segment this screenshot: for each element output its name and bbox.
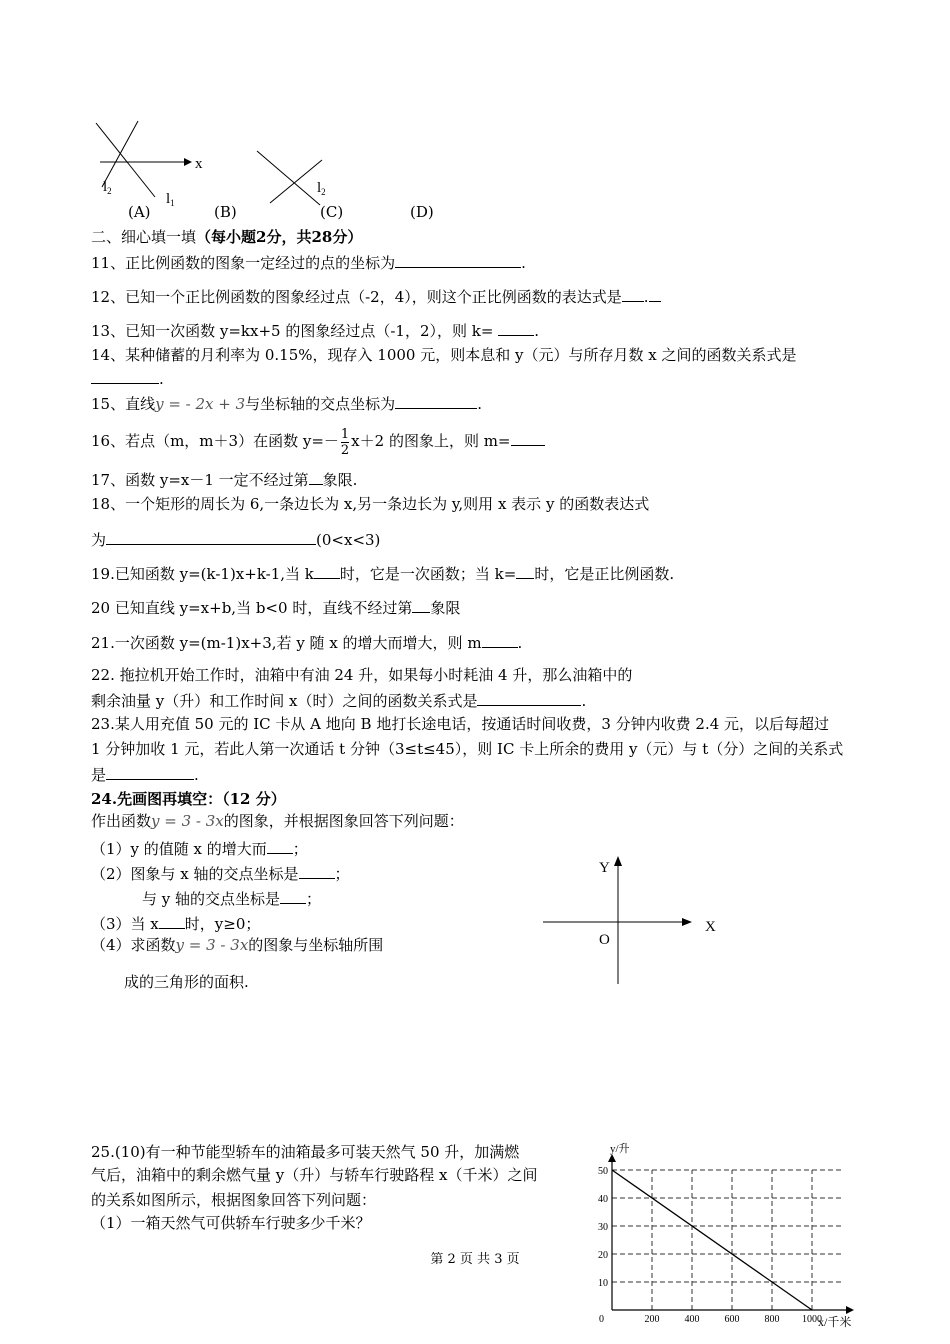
x-tick-label: 800	[764, 1314, 780, 1325]
y-tick-label: 50	[598, 1166, 608, 1177]
answer-blank[interactable]	[280, 889, 306, 904]
question-14: 14、某种储蓄的月利率为 0.15%，现存入 1000 元，则本息和 y（元）与所存月数 x 之间的函数关系式是	[91, 346, 797, 364]
answer-blank[interactable]	[106, 530, 316, 545]
question-22-line2: 剩余油量 y（升）和工作时间 x（时）之间的函数关系式是 .	[91, 692, 587, 710]
origin-label: O	[599, 932, 610, 948]
option-c-line-2	[270, 160, 322, 203]
answer-blank[interactable]	[395, 253, 521, 268]
question-21: 21.一次函数 y=(m-1)x+3,若 y 随 x 的增大而增大，则 m .	[91, 634, 523, 652]
y-tick-label: 10	[598, 1278, 608, 1289]
option-a-x-label: x	[195, 156, 203, 172]
section2-heading: 二、细心填一填（每小题2分，共28分）	[91, 228, 363, 246]
x-tick-label: 200	[644, 1314, 660, 1325]
answer-blank[interactable]	[511, 431, 545, 446]
option-c-line-1	[257, 151, 320, 205]
question-25: 25.(10)有一种节能型轿车的油箱最多可装天然气 50 升，加满燃	[91, 1143, 520, 1161]
answer-blank[interactable]	[91, 369, 159, 384]
question-23-line3: 是 .	[91, 766, 199, 784]
question-13: 13、已知一次函数 y=kx+5 的图象经过点（-1，2），则 k= .	[91, 322, 539, 340]
x-tick-label: 600	[724, 1314, 740, 1325]
x-tick-label: 0	[599, 1314, 604, 1325]
question-14-answer: .	[91, 369, 164, 388]
question-20: 20 已知直线 y=x+b,当 b<0 时，直线不经过第 象限	[91, 599, 461, 617]
answer-blank[interactable]	[516, 564, 534, 579]
y-tick-label: 40	[598, 1194, 608, 1205]
question-24-part3: （3）当 x 时，y≥0；	[91, 915, 261, 933]
question-24-intro: 作出函数y = 3 - 3x的图象，并根据图象回答下列问题：	[91, 812, 464, 830]
question-11: 11、正比例函数的图象一定经过的点的坐标为 .	[91, 254, 526, 272]
fuel-chart	[580, 1078, 890, 1344]
question-12: 12、已知一个正比例函数的图象经过点（-2，4），则这个正比例函数的表达式是 .	[91, 287, 661, 306]
question-24-part2b: 与 y 轴的交点坐标是 ；	[142, 890, 322, 908]
fraction: $\frac{1}{2}$	[340, 426, 350, 458]
series-line	[612, 1170, 812, 1310]
answer-blank[interactable]	[395, 394, 477, 409]
answer-blank[interactable]	[309, 470, 323, 485]
question-16: 16、若点（m，m＋3）在函数 y=－ $\frac{1}{2}$ x＋2 的图象上，则 m=	[91, 424, 545, 458]
x-tick-label: 400	[684, 1314, 700, 1325]
formula: y = 3 - 3x	[175, 936, 249, 954]
question-17: 17、函数 y=x－1 一定不经过第 象限.	[91, 471, 358, 489]
answer-blank[interactable]	[267, 839, 293, 854]
question-25-line3: 的关系如图所示，根据图象回答下列问题：	[91, 1191, 377, 1209]
question-24-title: 24.先画图再填空：（12 分）	[91, 790, 286, 808]
y-axis-label: y/升	[610, 1143, 630, 1155]
answer-blank[interactable]	[649, 287, 661, 302]
x-axis-label: X	[705, 919, 716, 935]
question-18: 18、一个矩形的周长为 6,一条边长为 x,另一条边长为 y,则用 x 表示 y 的函数表达式	[91, 495, 650, 513]
option-a-arrow	[184, 158, 192, 166]
answer-blank[interactable]	[482, 633, 518, 648]
top-options-figure	[80, 115, 400, 208]
question-24-part4-line2: 成的三角形的面积.	[124, 973, 249, 991]
y-tick-label: 30	[598, 1222, 608, 1233]
option-a-label: (A)	[128, 203, 151, 221]
blank-coordinate-axes	[540, 852, 740, 992]
question-24-part4: （4）求函数y = 3 - 3x的图象与坐标轴所围	[91, 936, 384, 954]
question-19: 19.已知函数 y=(k-1)x+k-1,当 k 时，它是一次函数；当 k= 时，它是正比例函数.	[91, 565, 675, 583]
option-b-label: (B)	[214, 203, 237, 221]
formula: y = - 2x + 3	[155, 395, 246, 413]
option-a-line-l1	[102, 121, 138, 187]
option-d-label: (D)	[410, 203, 434, 221]
y-axis-arrow	[614, 856, 622, 866]
answer-blank[interactable]	[159, 914, 185, 929]
y-axis-label: Y	[599, 860, 610, 876]
option-a-l2-label: $l_2$	[103, 179, 112, 196]
question-24-part1: （1）y 的值随 x 的增大而 ；	[91, 840, 308, 858]
question-25-part1: （1）一箱天然气可供轿车行驶多少千米？	[91, 1214, 371, 1232]
option-a-l1-label: $l_1$	[166, 191, 175, 208]
y-axis-arrow	[608, 1154, 616, 1162]
question-25-line2: 气后，油箱中的剩余燃气量 y（升）与轿车行驶路程 x（千米）之间	[91, 1166, 538, 1184]
answer-blank[interactable]	[498, 321, 534, 336]
x-axis-arrow	[846, 1306, 854, 1314]
page-footer: 第 2 页 共 3 页	[430, 1252, 520, 1267]
formula: y = 3 - 3x	[151, 812, 224, 830]
answer-blank[interactable]	[477, 691, 581, 706]
question-18-answer: 为 (0<x<3)	[91, 531, 381, 549]
answer-blank[interactable]	[299, 864, 335, 879]
question-15: 15、直线y = - 2x + 3与坐标轴的交点坐标为 .	[91, 395, 482, 413]
answer-blank[interactable]	[106, 765, 194, 780]
x-tick-label: 1000	[802, 1314, 822, 1325]
x-axis-label: x/千米	[818, 1315, 852, 1329]
y-tick-label: 20	[598, 1250, 608, 1261]
answer-blank[interactable]	[622, 287, 644, 302]
question-23-line2: 1 分钟加收 1 元，若此人第一次通话 t 分钟（3≤t≤45），则 IC 卡上所余的费用 y（元）与 t（分）之间的关系式	[91, 740, 844, 758]
answer-blank[interactable]	[412, 598, 430, 613]
option-c-label: (C)	[320, 203, 344, 221]
option-c-l2-label: $l_2$	[317, 180, 326, 197]
x-axis-arrow	[682, 918, 692, 926]
question-23: 23.某人用充值 50 元的 IC 卡从 A 地向 B 地打长途电话，按通话时间收费，3 分钟内收费 2.4 元，以后每超过	[91, 715, 830, 733]
question-24-part2: （2）图象与 x 轴的交点坐标是 ；	[91, 865, 350, 883]
question-22: 22. 拖拉机开始工作时，油箱中有油 24 升，如果每小时耗油 4 升，那么油箱中的	[91, 666, 633, 684]
answer-blank[interactable]	[314, 564, 340, 579]
